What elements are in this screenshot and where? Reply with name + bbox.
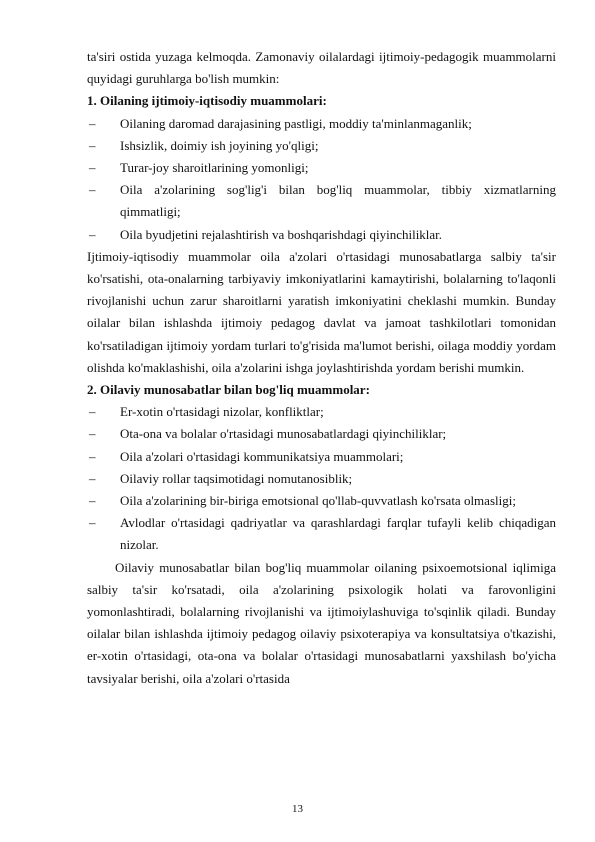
list-item-text: Oila a'zolarining sog'lig'i bilan bog'liq muammolar, tibbiy xizmatlarning qimmatligi; <box>120 182 556 220</box>
section-1-paragraph: Ijtimoiy-iqtisodiy muammolar oila a'zolari o'rtasidagi munosabatlarga salbiy ta'sir ko'rsatishi, ota-onalarning tarbiyaviy imkoniyatlarini kamaytirishi, bolalarning to'laqonli rivojlanishi uchun zarur sharoitlarni yaratish imkoniyatini cheklashi mumkin. Bunday oilalar bilan ishlashda ijtimoiy pedagog davlat va jamoat tashkilotlari tomonidan ko'rsatiladigan ijtimoiy yordam turlari to'g'risida ma'lumot berishi, oilaga moddiy yordam olishda ko'maklashishi, oila a'zolarini ishga joylashtirishda yordam berishi mumkin. <box>87 248 556 375</box>
page-number: 13 <box>292 803 303 815</box>
list-item <box>87 157 556 179</box>
list-item <box>87 135 556 157</box>
dash-marker: – <box>89 115 96 131</box>
list-item <box>87 224 556 246</box>
list-item-text: Oilaning daromad darajasining pastligi, moddiy ta'minlanmaganlik; <box>120 115 472 131</box>
list-item-text: Turar-joy sharoitlarining yomonligi; <box>120 160 309 176</box>
list-item <box>87 401 556 423</box>
list-item-text: Avlodlar o'rtasidagi qadriyatlar va qarashlardagi farqlar tufayli kelib chiqadigan nizolar. <box>120 515 556 553</box>
dash-marker: – <box>89 515 96 531</box>
dash-marker: – <box>89 404 96 420</box>
list-item-text: Oila byudjetini rejalashtirish va boshqarishdagi qiyinchiliklar. <box>120 226 443 242</box>
section-2-heading: 2. Oilaviy munosabatlar bilan bog'liq muammolar: <box>87 382 370 398</box>
dash-marker: – <box>89 426 96 442</box>
section-2-paragraph: Oilaviy munosabatlar bilan bog'liq muammolar oilaning psixoemotsional iqlimiga salbiy ta'sir ko'rsatadi, oila a'zolarining psixologik holati va farovonligini yomonlashtiradi, bolalarning rivojlanishi va ijtimoiylashuviga to'sqinlik qiladi. Bunday oilalar bilan ishlashda ijtimoiy pedagog oilaviy psixoterapiya va konsultatsiya o'tkazishi, er-xotin o'rtasidagi, ota-ona va bolalar o'rtasidagi munosabatlarni yaxshilash bo'yicha tavsiyalar berishi, oila a'zolari o'rtasida <box>87 559 556 686</box>
list-item-text: Ota-ona va bolalar o'rtasidagi munosabatlardagi qiyinchiliklar; <box>120 426 447 442</box>
list-item-text: Oila a'zolarining bir-biriga emotsional qo'llab-quvvatlash ko'rsata olmasligi; <box>120 493 516 509</box>
dash-marker: – <box>89 182 96 198</box>
list-item <box>87 113 556 135</box>
dash-marker: – <box>89 470 96 486</box>
dash-marker: – <box>89 160 96 176</box>
dash-marker: – <box>89 448 96 464</box>
section-2-list <box>87 401 556 556</box>
section-1-heading: 1. Oilaning ijtimoiy-iqtisodiy muammolari: <box>87 93 327 109</box>
list-item-text: Oila a'zolari o'rtasidagi kommunikatsiya muammolari; <box>120 448 404 464</box>
list-item <box>87 446 556 468</box>
section-1-list <box>87 113 556 246</box>
document-page <box>87 46 556 690</box>
list-item-text: Ishsizlik, doimiy ish joyining yo'qligi; <box>120 137 319 153</box>
dash-marker: – <box>89 226 96 242</box>
list-item <box>87 512 556 556</box>
list-item <box>87 179 556 223</box>
dash-marker: – <box>89 137 96 153</box>
list-item-text: Er-xotin o'rtasidagi nizolar, konfliktlar; <box>120 404 324 420</box>
list-item-text: Oilaviy rollar taqsimotidagi nomutanosiblik; <box>120 470 353 486</box>
list-item <box>87 423 556 445</box>
list-item <box>87 468 556 490</box>
intro-paragraph: ta'siri ostida yuzaga kelmoqda. Zamonaviy oilalardagi ijtimoiy-pedagogik muammolarni quyidagi guruhlarga bo'lish mumkin: <box>87 49 556 87</box>
dash-marker: – <box>89 493 96 509</box>
list-item <box>87 490 556 512</box>
